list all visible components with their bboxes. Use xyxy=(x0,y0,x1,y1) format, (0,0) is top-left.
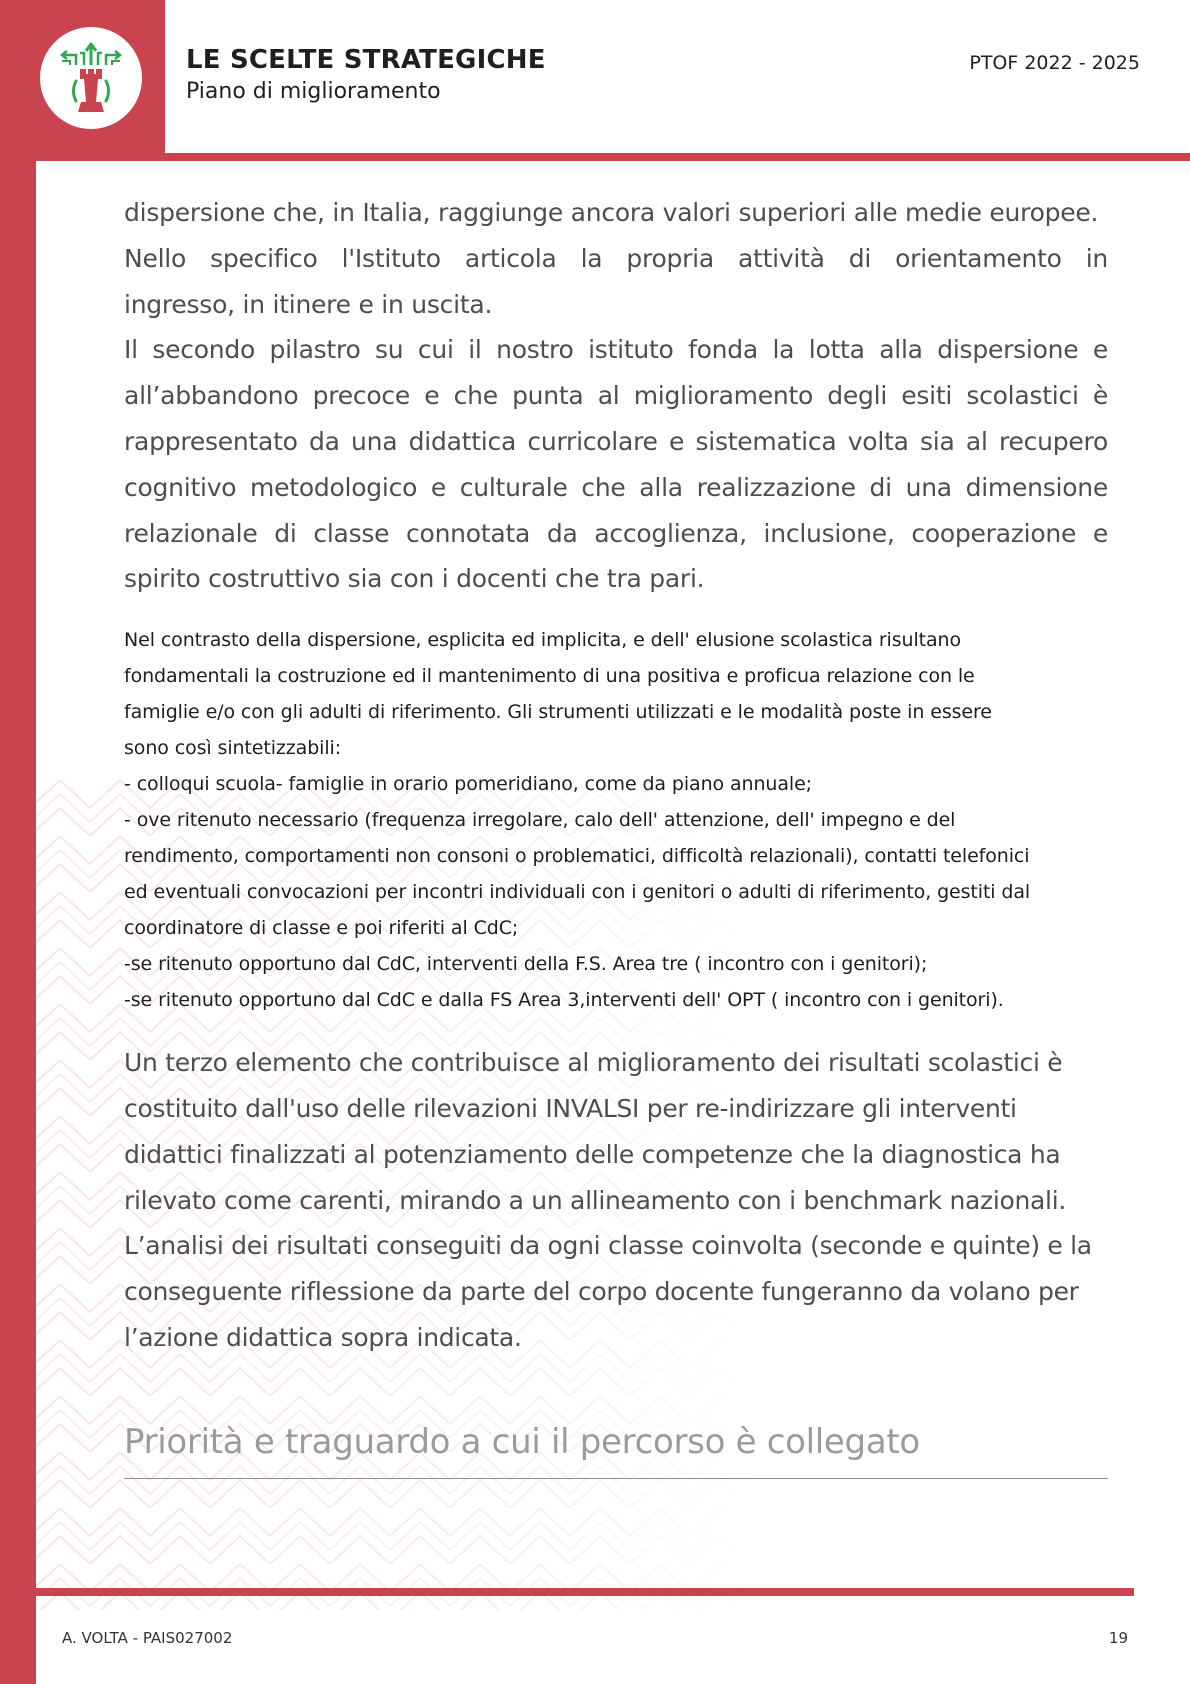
text-line: sono così sintetizzabili: xyxy=(124,737,341,760)
paragraph-famiglie xyxy=(124,622,1108,1018)
text-line: L’analisi dei risultati conseguiti da ogni classe coinvolta (seconde e quinte) e la xyxy=(124,1231,1092,1261)
text-line: - colloqui scuola- famiglie in orario pomeridiano, come da piano annuale; xyxy=(124,773,812,796)
text-line: rappresentato da una didattica curricolare e sistematica volta sia al recupero xyxy=(124,426,1108,456)
left-accent-bar xyxy=(0,0,36,1684)
text-line: l’azione didattica sopra indicata. xyxy=(124,1322,522,1352)
header-subtitle: Piano di miglioramento xyxy=(186,79,441,104)
text-line: coordinatore di classe e poi riferiti al CdC; xyxy=(124,917,519,940)
text-line: dispersione che, in Italia, raggiunge ancora valori superiori alle medie europee. xyxy=(124,198,1099,227)
text-line: famiglie e/o con gli adulti di riferimento. Gli strumenti utilizzati e le modalità poste in essere xyxy=(124,701,992,724)
text-line: conseguente riflessione da parte del corpo docente fungeranno da volano per xyxy=(124,1277,1079,1307)
text-line: Il secondo pilastro su cui il nostro istituto fonda la lotta alla dispersione e xyxy=(124,335,1108,365)
school-tower-arrows-icon xyxy=(40,27,142,129)
ptof-period: PTOF 2022 - 2025 xyxy=(969,52,1140,74)
text-line: spirito costruttivo sia con i docenti che tra pari. xyxy=(124,564,705,594)
footer-school: A. VOLTA - PAIS027002 xyxy=(62,1629,233,1647)
paragraph-dispersione xyxy=(124,190,1108,602)
text-line: Nel contrasto della dispersione, esplicita ed implicita, e dell' elusione scolastica risultano xyxy=(124,629,962,652)
text-line: - ove ritenuto necessario (frequenza irregolare, calo dell' attenzione, dell' impegno e del xyxy=(124,809,956,832)
text-line: rilevato come carenti, mirando a un allineamento con i benchmark nazionali. xyxy=(124,1185,1066,1215)
text-line: -se ritenuto opportuno dal CdC, interventi della F.S. Area tre ( incontro con i genitori); xyxy=(124,953,928,976)
text-line: ingresso, in itinere e in uscita. xyxy=(124,289,493,319)
footer-divider xyxy=(36,1588,1134,1596)
paragraph-invalsi xyxy=(124,1040,1108,1361)
text-line: fondamentali la costruzione ed il mantenimento di una positiva e proficua relazione con le xyxy=(124,665,975,688)
header-title: LE SCELTE STRATEGICHE xyxy=(186,45,546,75)
school-logo xyxy=(40,27,142,129)
text-line: ed eventuali convocazioni per incontri individuali con i genitori o adulti di riferimento, gestiti dal xyxy=(124,881,1031,904)
text-line: all’abbandono precoce e che punta al miglioramento degli esiti scolastici è xyxy=(124,381,1108,411)
text-line: Nello specifico l'Istituto articola la propria attività di orientamento in xyxy=(124,243,1108,273)
page-number: 19 xyxy=(1108,1629,1128,1647)
section-heading: Priorità e traguardo a cui il percorso è collegato xyxy=(124,1422,1108,1479)
text-line: Un terzo elemento che contribuisce al miglioramento dei risultati scolastici è xyxy=(124,1048,1063,1078)
text-line: rendimento, comportamenti non consoni o problematici, difficoltà relazionali), contatti telefonici xyxy=(124,845,1030,868)
text-line: relazionale di classe connotata da accoglienza, inclusione, cooperazione e xyxy=(124,518,1108,548)
text-line: didattici finalizzati al potenziamento delle competenze che la diagnostica ha xyxy=(124,1139,1061,1169)
page-content xyxy=(124,190,1108,1361)
header-divider xyxy=(165,153,1190,161)
text-line: costituito dall'uso delle rilevazioni INVALSI per re-indirizzare gli interventi xyxy=(124,1093,1017,1123)
text-line: -se ritenuto opportuno dal CdC e dalla FS Area 3,interventi dell' OPT ( incontro con i genitori). xyxy=(124,989,1004,1012)
text-line: cognitivo metodologico e culturale che alla realizzazione di una dimensione xyxy=(124,472,1108,502)
